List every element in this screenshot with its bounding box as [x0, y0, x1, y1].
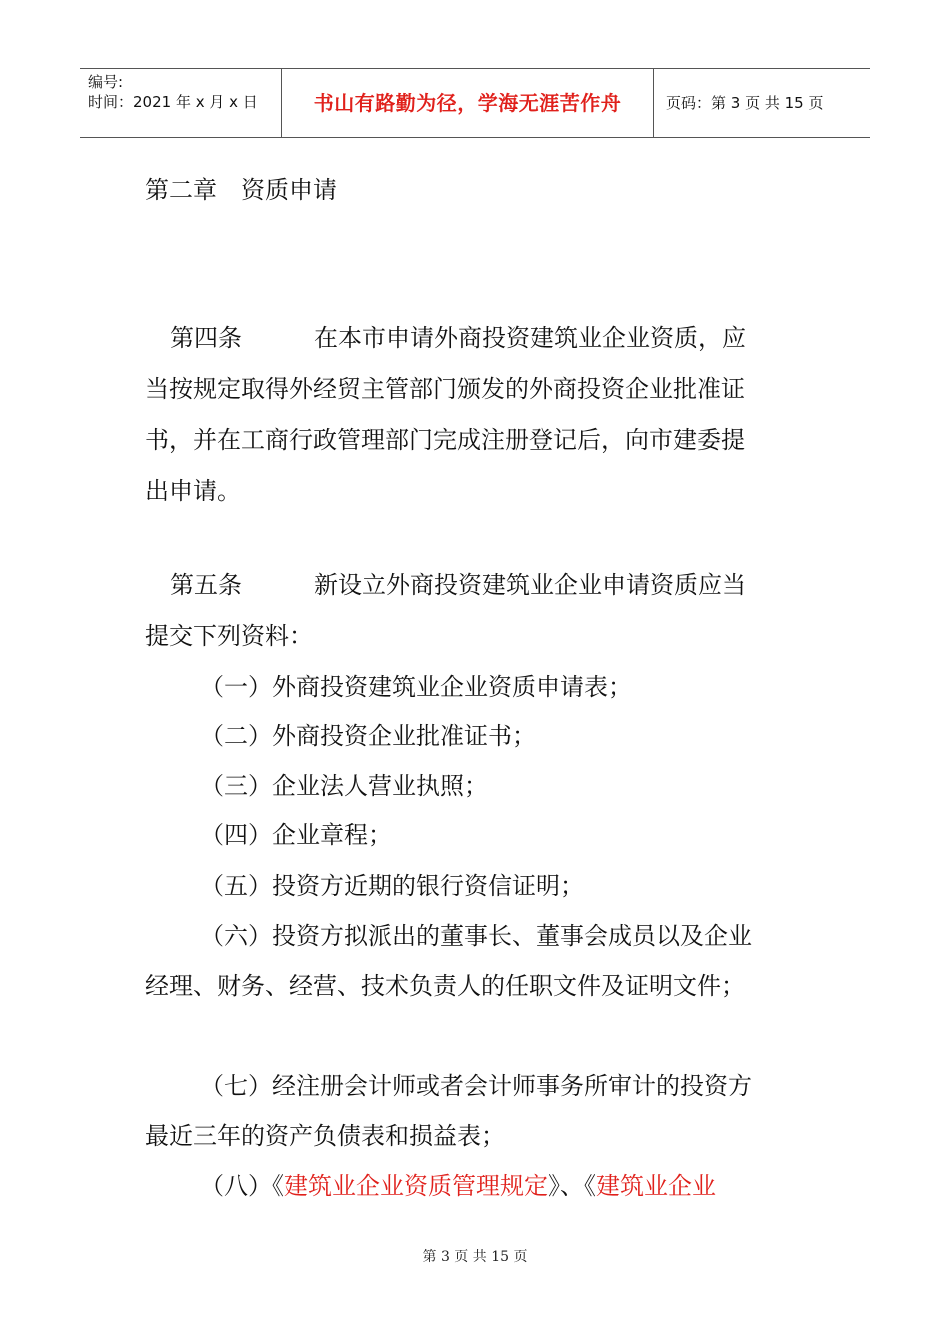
item8-separator: 》、《	[548, 1172, 596, 1200]
article5-line: 第五条 新设立外商投资建筑业企业申请资质应当	[170, 571, 746, 599]
document-number-label: 编号:	[88, 73, 124, 91]
list-item-continuation: 经理、财务、经营、技术负责人的任职文件及证明文件；	[145, 972, 745, 1000]
list-item: （三）企业法人营业执照；	[200, 772, 488, 800]
article4-line: 出申请。	[145, 477, 241, 505]
header-motto: 书山有路勤为径，学海无涯苦作舟	[313, 91, 622, 115]
header-page-cell	[654, 69, 870, 137]
article4-line: 当按规定取得外经贸主管部门颁发的外商投资企业批准证	[145, 375, 745, 403]
regulation-reference: 建筑业企业资质管理规定	[284, 1172, 548, 1200]
header-motto-cell	[282, 69, 654, 137]
list-item: （四）企业章程；	[200, 821, 392, 849]
list-item: （七）经注册会计师或者会计师事务所审计的投资方	[200, 1072, 752, 1100]
list-item: （一）外商投资建筑业企业资质申请表；	[200, 673, 632, 701]
list-item-with-references	[200, 1166, 716, 1201]
page-footer: 第 3 页 共 15 页	[422, 1249, 528, 1265]
list-item: （二）外商投资企业批准证书；	[200, 722, 536, 750]
document-date-label: 时间：2021 年 x 月 x 日	[88, 93, 258, 111]
list-item: （五）投资方近期的银行资信证明；	[200, 872, 584, 900]
header-meta-cell	[80, 69, 282, 137]
item8-prefix: （八）《	[200, 1172, 284, 1200]
regulation-reference: 建筑业企业	[596, 1172, 716, 1200]
article4-line: 第四条 在本市申请外商投资建筑业企业资质，应	[170, 324, 746, 352]
chapter-title: 第二章 资质申请	[145, 176, 337, 204]
document-header	[80, 68, 870, 138]
list-item-continuation: 最近三年的资产负债表和损益表；	[145, 1122, 505, 1150]
article4-line: 书，并在工商行政管理部门完成注册登记后，向市建委提	[145, 426, 745, 454]
list-item: （六）投资方拟派出的董事长、董事会成员以及企业	[200, 922, 752, 950]
article5-line: 提交下列资料：	[145, 622, 313, 650]
header-page-number: 页码：第 3 页 共 15 页	[666, 94, 824, 112]
